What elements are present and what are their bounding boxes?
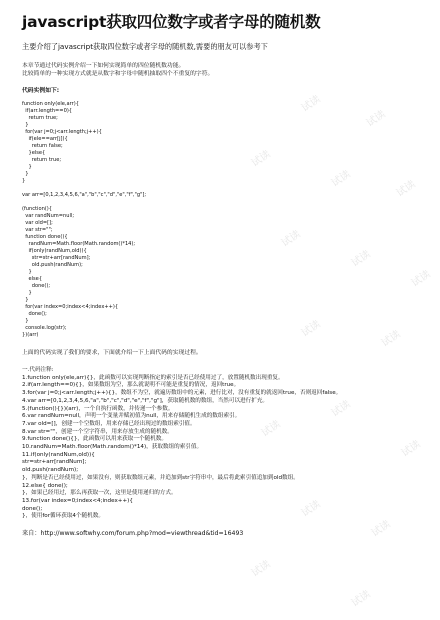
- code-line: }: [22, 122, 29, 128]
- code-line: })(arr): [22, 332, 39, 338]
- note-line: 1.function only(ele,arr){}，此函数可以实现判断指定的索引是否已经使用过了，放置随机数出现重复。: [22, 374, 284, 381]
- code-line: if(arr.length==0){: [22, 108, 73, 114]
- code-block: [22, 101, 420, 339]
- note-line: 3.for(var j=0;j<arr.length;j++){}，数组不为空，就遍历数组中的元素，进行比对，没有重复的就返回true，否则返回false。: [22, 390, 342, 397]
- code-line: if(ele==arr[j]){: [22, 136, 68, 142]
- note-line: done();: [22, 505, 43, 512]
- note-line: }，判断是否已经使用过，如果没有，则获取数组元素，并追加到str字符串中，最后将此索引值追加到old数组。: [22, 474, 299, 481]
- code-line: var old=[];: [22, 220, 53, 226]
- watermark-text: 试读: [379, 328, 403, 350]
- watermark-text: 试读: [299, 498, 323, 520]
- source-link[interactable]: 来自：http://www.softwhy.com/forum.php?mod=viewthread&tid=16493: [22, 530, 244, 538]
- note-line: 11.if(only(randNum,old)){: [22, 451, 95, 458]
- code-line: }: [22, 297, 29, 303]
- watermark-text: 试读: [299, 93, 323, 115]
- watermark-text: 试读: [349, 248, 373, 270]
- note-line: 9.function done(){}，此函数可以用来获取一个随机数。: [22, 436, 167, 443]
- note-line: }，使用for循环获取4个随机数。: [22, 513, 104, 520]
- document-page: [22, 12, 420, 538]
- code-line: for(var index=0;index<4;index++){: [22, 304, 119, 310]
- watermark-text: 试读: [349, 588, 373, 610]
- note-line: 2.if(arr.length==0){}，如果数组为空，那么就说明不可能是重复的情况，返回true。: [22, 382, 240, 389]
- code-line: }: [22, 290, 32, 296]
- watermark-text: 试读: [369, 518, 393, 540]
- intro-line: 比较简单的一种实现方式就是从数字和字母中随机抽取四个不重复的字符。: [22, 71, 214, 77]
- watermark-text: 试读: [399, 438, 423, 460]
- note-line: old.push(randNum);: [22, 467, 79, 474]
- code-line: if(only(randNum,old)){: [22, 248, 87, 254]
- code-line: var str="";: [22, 227, 53, 233]
- code-line: function only(ele,arr){: [22, 101, 79, 107]
- watermark-text: 试读: [364, 108, 388, 130]
- code-line: for(var j=0;j<arr.length;j++){: [22, 129, 102, 135]
- intro-line: 本章节通过代码实例介绍一下如何实现简单的四位随机数功能。: [22, 63, 185, 69]
- intro-block: [22, 62, 420, 78]
- code-line: console.log(str);: [22, 325, 67, 331]
- note-line: str=str+arr[randNum];: [22, 459, 87, 466]
- watermark-text: 试读: [279, 228, 303, 250]
- code-line: [22, 199, 420, 206]
- summary-text: 主要介绍了javascript获取四位数字或者字母的随机数,需要的朋友可以参考下: [22, 42, 268, 51]
- code-line: [22, 185, 420, 192]
- note-line: 8.var str=""，创建一个空字符串，用来存放生成的随机数。: [22, 428, 173, 435]
- watermark-text: 试读: [394, 178, 418, 200]
- watermark-text: 试读: [299, 318, 323, 340]
- note-line: 7.var old=[]，创建一个空数组，用来存储已经出现过的数组索引值。: [22, 420, 196, 427]
- code-line: }else{: [22, 150, 46, 156]
- watermark-text: 试读: [249, 148, 273, 170]
- watermark-text: 试读: [329, 168, 353, 190]
- watermark-text: 试读: [329, 398, 353, 420]
- watermark-text: 试读: [409, 268, 433, 290]
- note-line: }，如果已经用过，那么再获取一次，这里是使用递归的方式。: [22, 490, 177, 497]
- code-line: return false;: [22, 143, 63, 149]
- code-line: done();: [22, 311, 47, 317]
- code-line: function done(){: [22, 234, 68, 240]
- notes-block: [22, 367, 420, 521]
- code-label: 代码实例如下:: [22, 88, 60, 94]
- code-line: done();: [22, 283, 51, 289]
- note-line: 5.(function(){})(arr)，一个自执行函数，并传递一个参数。: [22, 405, 174, 412]
- code-line: var arr=[0,1,2,3,4,5,6,"a","b","c","d","e","f","g"];: [22, 192, 147, 198]
- code-line: }: [22, 178, 26, 184]
- code-line: str=str+arr[randNum];: [22, 255, 91, 261]
- watermark-text: 试读: [249, 558, 273, 580]
- note-line: 6.var randNum=null，声明一个变量并赋初值为null，用来存储随机生成的数组索引。: [22, 413, 241, 420]
- code-line: }: [22, 171, 29, 177]
- code-line: }: [22, 164, 32, 170]
- note-line: 一.代码注释:: [22, 367, 54, 373]
- note-line: 10.randNum=Math.floor(Math.random()*14)，获取数组的索引值。: [22, 444, 203, 451]
- note-line: 13.for(var index=0;index<4;index++){: [22, 497, 133, 504]
- code-line: }: [22, 318, 29, 324]
- code-line: (function(){: [22, 206, 53, 212]
- code-line: }: [22, 269, 32, 275]
- code-line: else{: [22, 276, 43, 282]
- code-line: return true;: [22, 115, 58, 121]
- code-line: randNum=Math.floor(Math.random()*14);: [22, 241, 136, 247]
- code-line: old.push(randNum);: [22, 262, 83, 268]
- after-code-text: 上面的代码实现了我们的要求，下面就介绍一下上面代码的实现过程。: [22, 350, 202, 356]
- document-title: javascript获取四位数字或者字母的随机数: [22, 13, 321, 31]
- code-line: return true;: [22, 157, 62, 163]
- note-line: 12.else{ done();: [22, 482, 68, 489]
- code-line: var randNum=null;: [22, 213, 75, 219]
- note-line: 4.var arr=[0,1,2,3,4,5,6,"a","b","c","d","e","f","g"]，获取随机数的数组，当然可以进行扩充。: [22, 397, 269, 404]
- watermark-text: 试读: [259, 418, 283, 440]
